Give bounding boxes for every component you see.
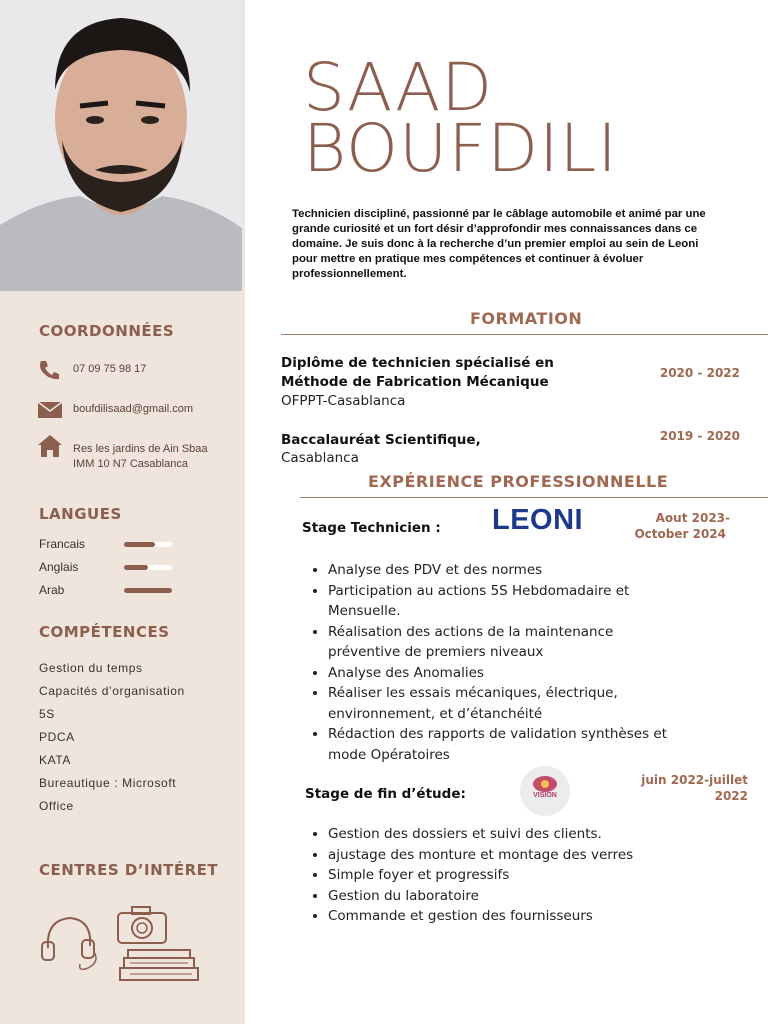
task-item: • ajustage des monture et montage des verres xyxy=(328,845,688,866)
language-level-bar xyxy=(124,565,172,570)
job-2-dates-line-2: 2022 xyxy=(714,789,748,803)
formation-1-place: OFPPT-Casablanca xyxy=(281,393,406,409)
job-1-title: Stage Technicien : xyxy=(302,520,441,536)
formation-2-place: Casablanca xyxy=(281,450,359,466)
vision-eye-icon xyxy=(520,766,570,816)
profile-summary: Technicien discipliné, passionné par le câblage automobile et animé par une grande curiosité et un fort désir d’approfondir mes connaissances dans ce domaine. Je suis donc à la recherche d’un premier emploi au sein de Leoni pour mettre en pratique mes compétences et continuer à évoluer professionnellement. xyxy=(292,208,706,280)
sidebar xyxy=(0,0,245,1024)
skill-item: PDCA xyxy=(39,730,75,744)
skill-item: Gestion du temps xyxy=(39,661,143,675)
formation-2-dates: 2019 - 2020 xyxy=(659,429,740,443)
interests-section-title: CENTRES D’INTÉRET xyxy=(39,861,219,879)
skill-item: KATA xyxy=(39,753,71,767)
home-icon xyxy=(38,435,62,457)
job-2-title: Stage de fin d’étude: xyxy=(305,786,466,802)
vision-logo xyxy=(520,766,570,816)
languages-section-title: LANGUES xyxy=(39,505,122,523)
task-item: • Analyse des PDV et des normes xyxy=(328,560,688,581)
profile-photo xyxy=(0,0,242,291)
books-icon xyxy=(116,948,202,982)
phone-icon xyxy=(38,359,62,381)
vision-logo-text: VISION xyxy=(533,792,557,799)
phone-number[interactable]: 07 09 75 98 17 xyxy=(73,363,147,375)
task-item: • Gestion du laboratoire xyxy=(328,886,688,907)
job-2-task-list xyxy=(310,824,688,927)
job-2-dates-line-1: juin 2022-juillet xyxy=(641,773,748,787)
language-level-fill xyxy=(124,542,155,547)
portrait-illustration xyxy=(0,0,242,291)
task-item: • Simple foyer et progressifs xyxy=(328,865,688,886)
formation-1-title-line-1: Diplôme de technicien spécialisé en xyxy=(281,355,554,371)
formation-1-title-line-2: Méthode de Fabrication Mécanique xyxy=(281,374,549,390)
language-label: Arab xyxy=(39,583,65,597)
skill-item: Office xyxy=(39,799,74,813)
language-level-fill xyxy=(124,565,148,570)
task-item: • Réaliser les essais mécaniques, électrique, environnement, et d’étanchéité xyxy=(328,683,688,724)
email-address[interactable]: boufdilisaad@gmail.com xyxy=(73,403,194,415)
language-level-bar xyxy=(124,588,172,593)
task-item: • Réalisation des actions de la maintenance préventive de premiers niveaux xyxy=(328,622,688,663)
job-1-dates-line-1: Aout 2023- xyxy=(655,511,730,525)
contact-section-title: COORDONNÉES xyxy=(39,322,175,340)
headphones-icon xyxy=(38,912,100,974)
experience-divider xyxy=(300,497,768,498)
job-1-task-list xyxy=(310,560,688,765)
task-item: • Rédaction des rapports de validation synthèses et mode Opératoires xyxy=(328,724,688,765)
formation-divider xyxy=(281,334,768,335)
task-item: • Gestion des dossiers et suivi des clients. xyxy=(328,824,688,845)
skill-item: Bureautique : Microsoft xyxy=(39,776,177,790)
first-name: SAAD xyxy=(303,49,494,126)
formation-section-title: FORMATION xyxy=(470,309,583,328)
address-line-1: Res les jardins de Ain Sbaa xyxy=(73,443,208,455)
language-level-bar xyxy=(124,542,172,547)
experience-section-title: EXPÉRIENCE PROFESSIONNELLE xyxy=(368,472,669,491)
camera-icon xyxy=(116,905,168,945)
leoni-logo: LEONI xyxy=(492,504,584,536)
language-label: Francais xyxy=(39,537,86,551)
language-label: Anglais xyxy=(39,560,79,574)
language-level-fill xyxy=(124,588,172,593)
skills-section-title: COMPÉTENCES xyxy=(39,623,170,641)
skill-item: 5S xyxy=(39,707,55,721)
formation-1-dates: 2020 - 2022 xyxy=(659,366,740,380)
task-item: • Participation au actions 5S Hebdomadaire et Mensuelle. xyxy=(328,581,688,622)
task-item: • Commande et gestion des fournisseurs xyxy=(328,906,688,927)
last-name: BOUFDILI xyxy=(303,110,618,187)
formation-2-title: Baccalauréat Scientifique, xyxy=(281,432,481,448)
task-item: • Analyse des Anomalies xyxy=(328,663,688,684)
address-line-2: IMM 10 N7 Casablanca xyxy=(73,458,188,470)
mail-icon xyxy=(38,402,62,418)
skill-item: Capacités d’organisation xyxy=(39,684,185,698)
job-1-dates-line-2: October 2024 xyxy=(634,527,726,541)
